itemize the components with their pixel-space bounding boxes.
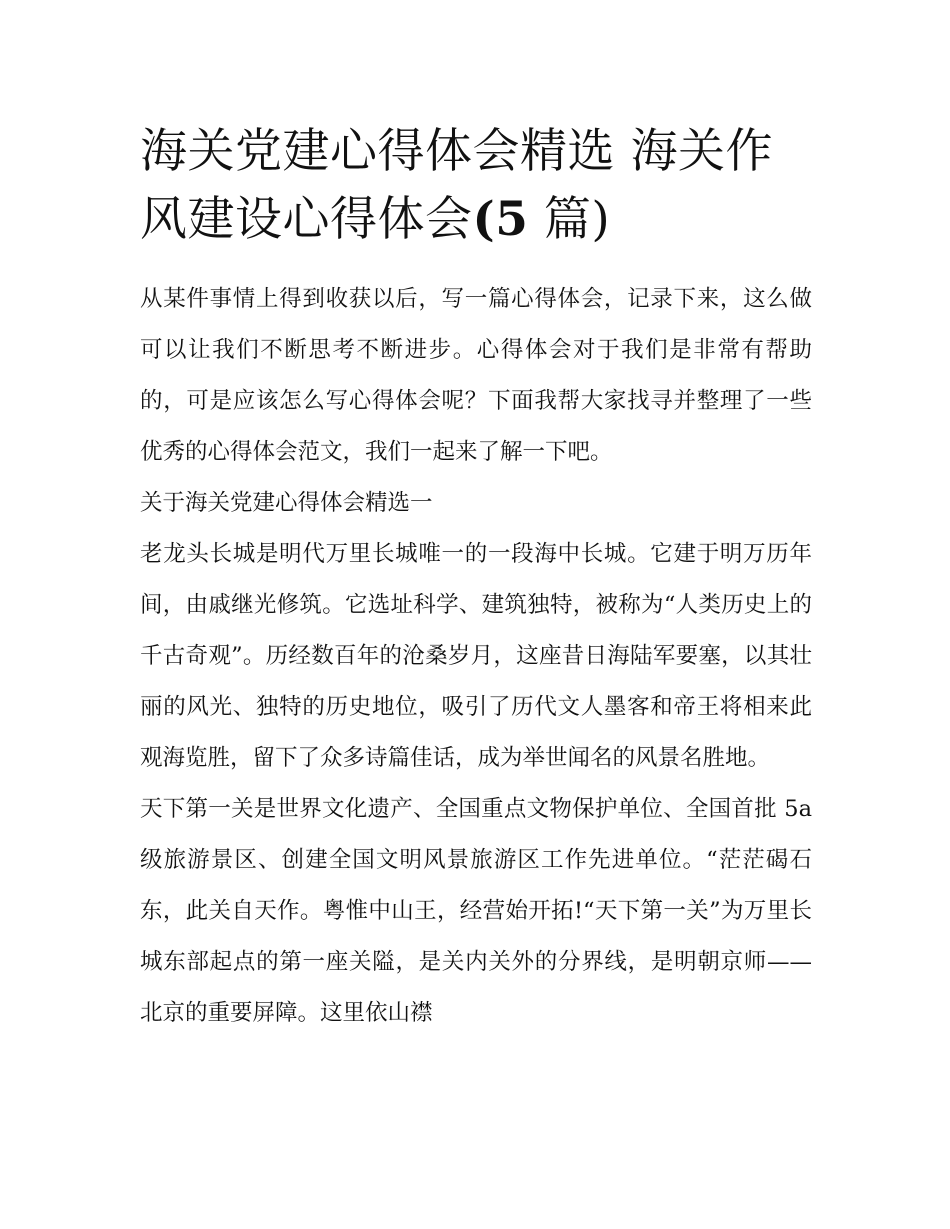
body-paragraph-1: 老龙头长城是明代万里长城唯一的一段海中长城。它建于明万历年间，由戚继光修筑。它选址科学、建筑独特，被称为“人类历史上的千古奇观”。历经数百年的沧桑岁月，这座昔日海陆军要塞，以其壮丽的风光、独特的历史地位，吸引了历代文人墨客和帝王将相来此观海览胜，留下了众多诗篇佳话，成为举世闻名的风景名胜地。: [140, 541, 812, 771]
document-page: [140, 118, 812, 1039]
title-suffix: 篇): [528, 192, 611, 247]
document-title: [140, 118, 812, 254]
section-heading: 关于海关党建心得体会精选一: [140, 490, 433, 516]
body-paragraph-2: 天下第一关是世界文化遗产、全国重点文物保护单位、全国首批 5a 级旅游景区、创建全国文明风景旅游区工作先进单位。“茫茫碣石东，此关自天作。粤惟中山王，经营始开拓!“天下第一关”为万里长城东部起点的第一座关隘，是关内关外的分界线，是明朝京师——北京的重要屏障。这里依山襟: [140, 796, 812, 1026]
title-count: (5: [472, 192, 529, 247]
title-text: 海关党建心得体会精选 海关作风建设心得体会: [140, 124, 773, 247]
intro-paragraph: 从某件事情上得到收获以后，写一篇心得体会，记录下来，这么做可以让我们不断思考不断进步。心得体会对于我们是非常有帮助的，可是应该怎么写心得体会呢？下面我帮大家找寻并整理了一些优秀的心得体会范文，我们一起来了解一下吧。: [140, 286, 812, 465]
